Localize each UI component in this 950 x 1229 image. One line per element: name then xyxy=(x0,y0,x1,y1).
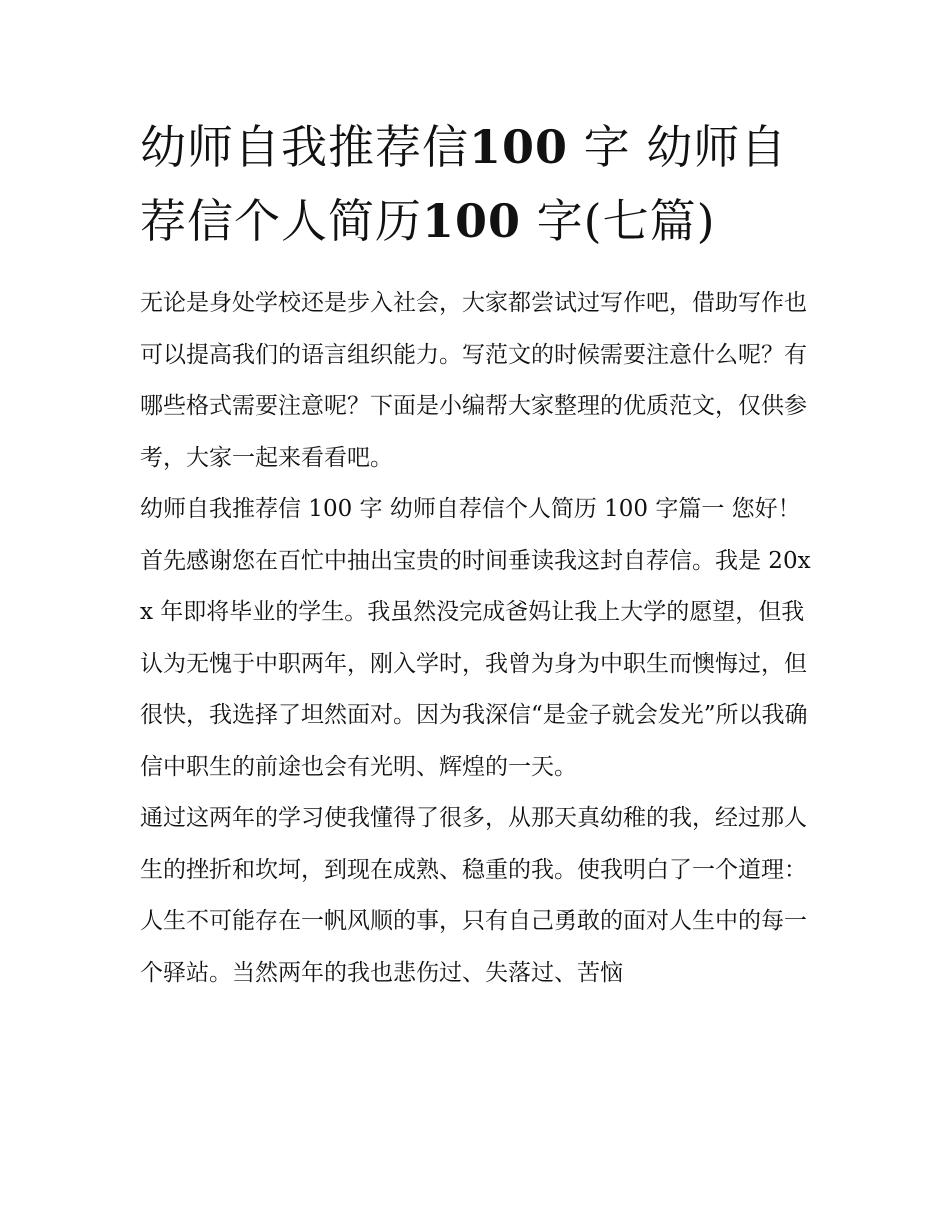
document-body xyxy=(140,278,812,999)
title-text-3: 字(七篇) xyxy=(536,194,716,248)
title-number-2: 100 xyxy=(422,194,522,248)
title-text-2: 字 幼师自荐信个人简历 xyxy=(140,120,788,248)
paragraph-body-2: 通过这两年的学习使我懂得了很多，从那天真幼稚的我，经过那人生的挫折和坎坷，到现在成熟、稳重的我。使我明白了一个道理：人生不可能存在一帆风顺的事，只有自己勇敢的面对人生中的每一个驿站。当然两年的我也悲伤过、失落过、苦恼 xyxy=(140,805,807,986)
document-title xyxy=(140,110,812,258)
paragraph-body-1: 首先感谢您在百忙中抽出宝贵的时间垂读我这封自荐信。我是 20xx 年即将毕业的学生。我虽然没完成爸妈让我上大学的愿望，但我认为无愧于中职两年，刚入学时，我曾为身为中职生而懊悔过，但很快，我选择了坦然面对。因为我深信“是金子就会发光”所以我确信中职生的前途也会有光明、辉煌的一天。 xyxy=(140,547,811,780)
paragraph-intro: 无论是身处学校还是步入社会，大家都尝试过写作吧，借助写作也可以提高我们的语言组织能力。写范文的时候需要注意什么呢？有哪些格式需要注意呢？下面是小编帮大家整理的优质范文，仅供参考，大家一起来看看吧。 xyxy=(140,290,807,471)
paragraph-section-heading: 幼师自我推荐信 100 字 幼师自荐信个人简历 100 字篇一 您好！ xyxy=(140,496,801,522)
document-page xyxy=(140,110,812,999)
title-number-1: 100 xyxy=(469,120,569,174)
title-text-1: 幼师自我推荐信 xyxy=(140,120,469,174)
